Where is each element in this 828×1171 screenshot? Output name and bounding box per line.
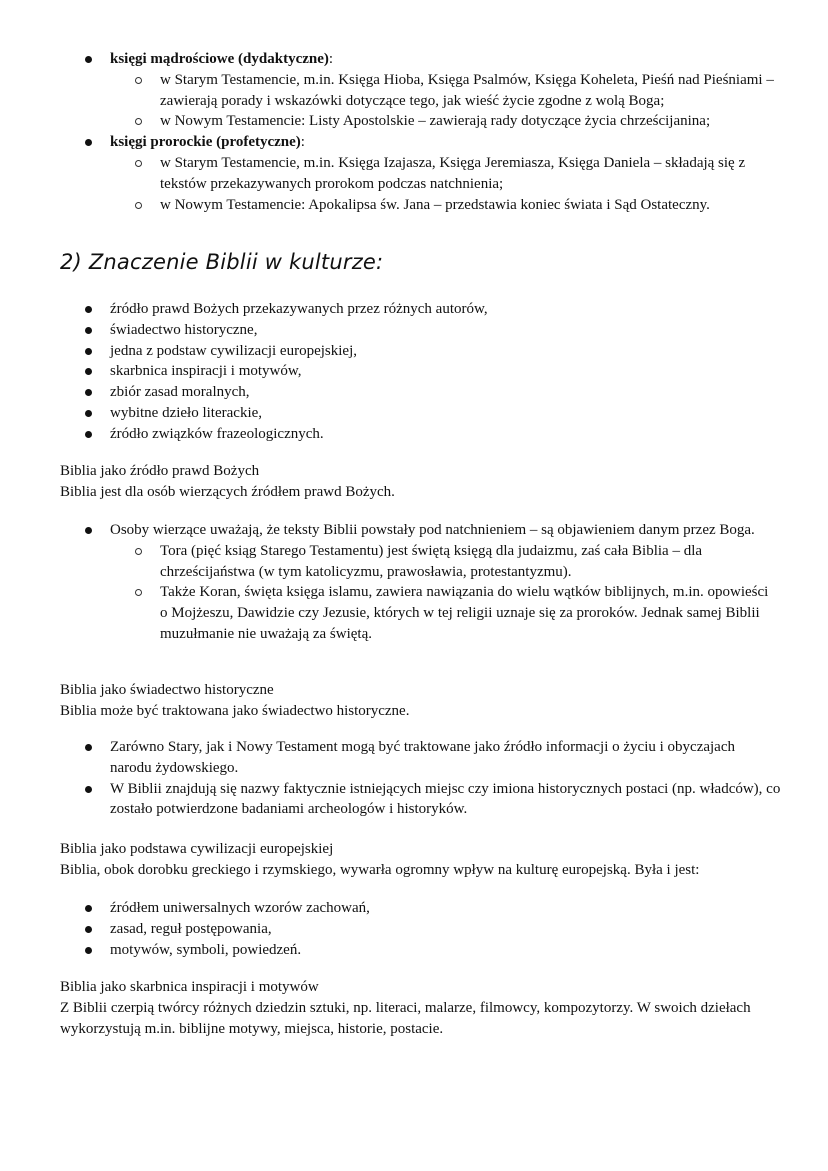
circle-bullet-icon	[135, 77, 142, 84]
list-item	[0, 111, 828, 132]
item-text: świadectwo historyczne,	[110, 321, 258, 338]
circle-bullet-icon	[135, 160, 142, 167]
item-text: Zarówno Stary, jak i Nowy Testament mogą być traktowane jako źródło informacji o życiu i obyczajach narodu żydowskiego.	[110, 739, 735, 776]
item-text: w Nowym Testamencie: Listy Apostolskie – zawierają rady dotyczące życia chrześcijanina;	[160, 113, 711, 130]
list-item	[0, 779, 828, 821]
section-inspiration	[0, 977, 828, 1039]
item-text: W Biblii znajdują się nazwy faktycznie istniejących miejsc czy imiona historycznych postaci (np. władców), co zostało potwierdzone badaniami archeologów i historyków.	[110, 780, 781, 818]
item-text: Osoby wierzące uważają, że teksty Biblii powstały pod natchnieniem – są objawieniem danym przez Boga.	[110, 522, 755, 538]
list-item	[0, 919, 828, 940]
meaning-list	[0, 299, 828, 445]
list-item	[0, 737, 828, 779]
bullet-icon	[85, 926, 92, 933]
list-item	[0, 299, 828, 320]
list-item	[0, 403, 828, 424]
bullet-icon	[85, 786, 92, 793]
bullet-icon	[85, 744, 92, 751]
item-text: motywów, symboli, powiedzeń.	[110, 941, 302, 958]
list-item	[0, 49, 828, 70]
list-item	[0, 195, 828, 216]
list-item	[0, 153, 828, 195]
circle-bullet-icon	[135, 202, 142, 209]
item-text: wybitne dzieło literackie,	[110, 404, 263, 421]
section-truth	[0, 461, 828, 503]
bullet-icon	[85, 410, 92, 417]
list-item	[0, 541, 828, 583]
bullet-icon	[85, 348, 92, 355]
bullet-icon	[85, 527, 92, 534]
truth-list	[0, 520, 828, 645]
circle-bullet-icon	[135, 589, 142, 596]
list-item	[0, 424, 828, 445]
bullet-icon	[85, 389, 92, 396]
item-text: źródłem uniwersalnych wzorów zachowań,	[110, 900, 370, 916]
item-title: księgi mądrościowe (dydaktyczne)	[110, 51, 329, 67]
section-title: Biblia jako świadectwo historyczne	[60, 682, 274, 698]
item-text: Tora (pięć ksiąg Starego Testamentu) jest świętą księgą dla judaizmu, zaś cała Biblia – dla chrześcijaństwa (w tym katolicyzmu, prawosławia, protestantyzmu).	[160, 542, 703, 580]
bullet-icon	[85, 368, 92, 375]
list-item	[0, 70, 828, 112]
list-item	[0, 520, 828, 541]
section-text: Z Biblii czerpią twórcy różnych dziedzin sztuki, np. literaci, malarze, filmowcy, kompozytorzy. W swoich dziełach wykorzystują m.in. biblijne motywy, miejsca, historie, postacie.	[60, 999, 751, 1037]
section-title: Biblia jako źródło prawd Bożych	[60, 463, 260, 479]
section-title: Biblia jako podstawa cywilizacji europejskiej	[60, 841, 334, 857]
bullet-icon	[85, 139, 92, 146]
punct: :	[328, 51, 334, 67]
punct: :	[300, 134, 305, 151]
item-text: skarbnica inspiracji i motywów,	[110, 363, 302, 380]
item-text: zbiór zasad moralnych,	[110, 384, 250, 401]
item-text: w Nowym Testamencie: Apokalipsa św. Jana – przedstawia koniec świata i Sąd Ostateczny.	[160, 196, 710, 213]
list-item	[0, 898, 828, 919]
list-item	[0, 361, 828, 382]
list-item	[0, 132, 828, 153]
section-civilization	[0, 839, 828, 881]
circle-bullet-icon	[135, 118, 142, 125]
section-text: Biblia, obok dorobku greckiego i rzymskiego, wywarła ogromny wpływ na kulturę europejską. Była i jest:	[60, 861, 700, 878]
item-text: źródło związków frazeologicznych.	[110, 425, 324, 442]
section-text: Biblia jest dla osób wierzących źródłem prawd Bożych.	[60, 483, 395, 500]
bullet-icon	[85, 905, 92, 912]
list-item	[0, 582, 828, 644]
list-item	[0, 320, 828, 341]
bullet-icon	[85, 431, 92, 438]
book-types-list	[0, 49, 828, 215]
section-text: Biblia może być traktowana jako świadectwo historyczne.	[60, 702, 410, 719]
civilization-list	[0, 898, 828, 960]
bullet-icon	[85, 327, 92, 334]
item-text: Także Koran, święta księga islamu, zawiera nawiązania do wielu wątków biblijnych, m.in. opowieści o Mojżeszu, Dawidzie czy Jezusie, których w tej religii uznaje się za proroków. Jednak samej Biblii muzułmanie nie uważają za świętą.	[160, 584, 769, 642]
item-text: w Starym Testamencie, m.in. Księga Izajasza, Księga Jeremiasza, Księga Daniela – składają się z tekstów przekazywanych prorokom podczas natchnienia;	[160, 154, 746, 192]
item-title: księgi prorockie (profetyczne)	[110, 134, 301, 151]
history-list	[0, 737, 828, 820]
bullet-icon	[85, 947, 92, 954]
list-item	[0, 341, 828, 362]
section-title: Biblia jako skarbnica inspiracji i motywów	[60, 979, 319, 995]
list-item	[0, 382, 828, 403]
item-text: źródło prawd Bożych przekazywanych przez różnych autorów,	[110, 301, 488, 317]
bullet-icon	[85, 56, 92, 63]
section-heading: 2) Znaczenie Biblii w kulturze:	[60, 250, 384, 274]
bullet-icon	[85, 306, 92, 313]
item-text: jedna z podstaw cywilizacji europejskiej,	[110, 342, 357, 359]
section-history	[0, 680, 828, 722]
list-item	[0, 940, 828, 961]
item-text: w Starym Testamencie, m.in. Księga Hioba, Księga Psalmów, Księga Koheleta, Pieśń nad Pieśniami – zawierają porady i wskazówki dotyczące tego, jak wieść życie zgodne z wolą Boga;	[160, 71, 774, 109]
item-text: zasad, reguł postępowania,	[110, 920, 272, 937]
circle-bullet-icon	[135, 548, 142, 555]
